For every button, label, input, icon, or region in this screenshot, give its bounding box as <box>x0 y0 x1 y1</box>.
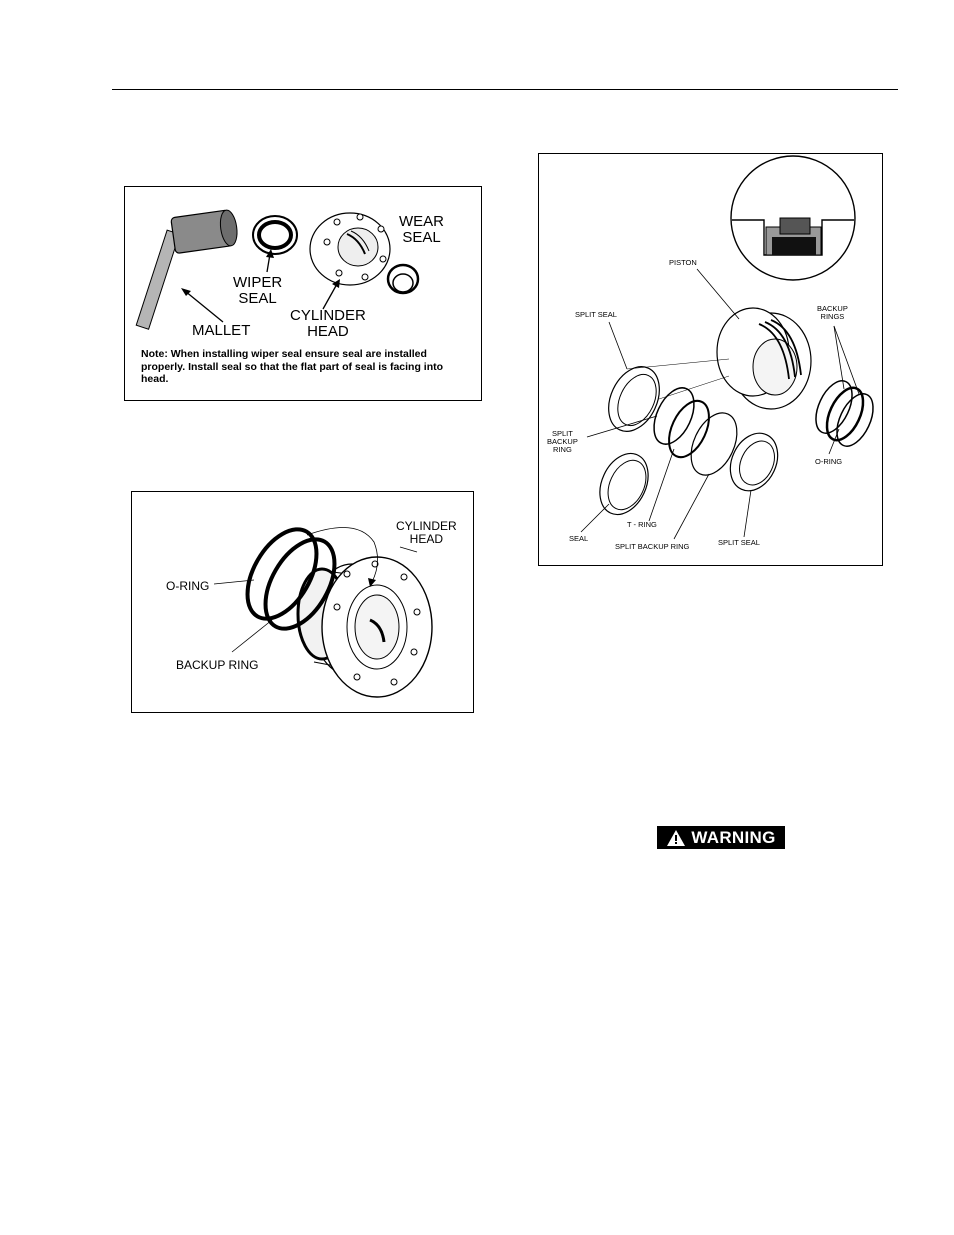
warning-triangle-icon <box>666 829 686 847</box>
split-backup-ring-left-label: SPLIT BACKUP RING <box>547 429 578 454</box>
header-rule <box>112 89 898 90</box>
backup-rings-label: BACKUP RINGS <box>817 304 848 321</box>
seal-label: SEAL <box>569 534 589 543</box>
backup-ring-label: BACKUP RING <box>176 658 259 672</box>
piston-seals-figure <box>538 153 883 566</box>
warning-label: WARNING <box>691 827 776 847</box>
mallet-label: MALLET <box>192 322 251 339</box>
wiper-seal-figure <box>124 186 482 401</box>
o-ring-label-2: O-RING <box>815 457 843 466</box>
split-seal-top-label: SPLIT SEAL <box>575 310 617 319</box>
installation-note: Note: When installing wiper seal ensure seal are installed properly. Install seal so that the flat part of seal is facing into head. <box>141 348 444 386</box>
split-seal-bottom-label: SPLIT SEAL <box>718 538 760 547</box>
oring-backup-figure <box>131 491 474 713</box>
cylinder-head-label: CYLINDER HEAD <box>290 307 366 340</box>
t-ring-label: T - RING <box>627 520 657 529</box>
piston-seals-illustration <box>539 154 882 565</box>
split-backup-ring-bottom-label: SPLIT BACKUP RING <box>615 542 690 551</box>
wear-seal-label: WEAR SEAL <box>399 213 444 246</box>
o-ring-label: O-RING <box>166 579 210 593</box>
piston-label: PISTON <box>669 258 697 267</box>
cylinder-head-label-2: CYLINDER HEAD <box>396 519 457 546</box>
wiper-seal-label: WIPER SEAL <box>233 274 283 307</box>
warning-banner <box>657 826 785 849</box>
